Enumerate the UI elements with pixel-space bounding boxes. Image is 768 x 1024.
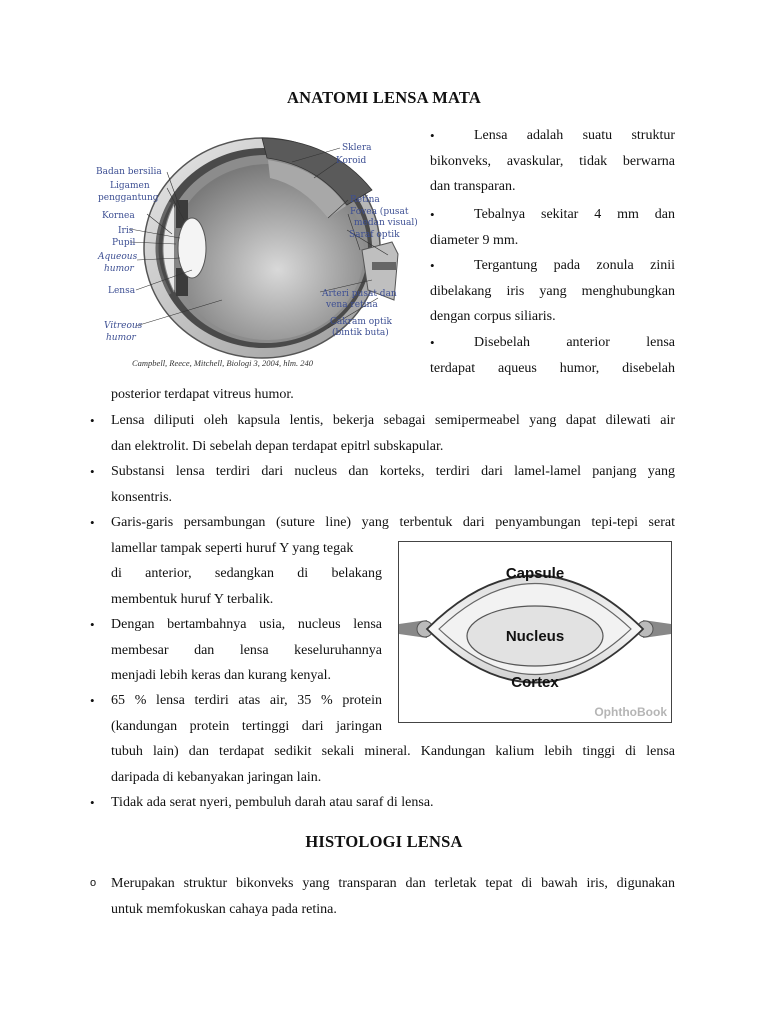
bullet-usia: Dengan bertambahnya usia, nucleus lensa membesar dan lensa keseluruhannya menjadi lebih keras dan kurang kenyal. — [111, 617, 382, 683]
bullet-serat-nyeri: Tidak ada serat nyeri, pembuluh darah atau saraf di lensa. — [111, 795, 434, 810]
label-fovea: Fovea (pusat — [350, 207, 409, 217]
label-medan-visual: medan visual) — [354, 218, 418, 228]
nucleus-label: Nucleus — [505, 628, 565, 645]
bullet-top-1: Lensa adalah suatu struktur bikonveks, avaskular, tidak berwarna dan transparan. — [430, 128, 675, 194]
figure-caption: Campbell, Reece, Mitchell, Biologi 3, 2004, hlm. 240 — [132, 358, 314, 368]
bullet-substansi: Substansi lensa terdiri dari nucleus dan korteks, terdiri dari lamel-lamel panjang yang konsentris. — [111, 464, 675, 505]
label-badan-bersilia: Badan bersilia — [96, 167, 162, 177]
label-vena: vena retina — [326, 300, 378, 310]
bullet-dot: • — [90, 795, 95, 810]
bullet-top-2: Tebalnya sekitar 4 mm dan diameter 9 mm. — [430, 207, 675, 248]
bullet-suture: Garis-garis persambungan (suture line) yang terbentuk dari penyambungan tepi-tepi serat lamellar tampak seperti huruf Y yang tegak di anterior, sedangkan di belakang membentuk huruf Y terbalik. — [111, 515, 675, 607]
label-pupil: Pupil — [112, 238, 136, 248]
label-arteri: Arteri pusat dan — [322, 289, 397, 299]
label-humor-2: humor — [106, 333, 136, 343]
bullet-top-4-continuation: posterior terdapat vitreus humor. — [111, 387, 294, 402]
label-saraf-optik: Saraf optik — [349, 230, 400, 240]
bullet-top-3: Tergantung pada zonula zinii dibelakang iris yang menghubungkan dengan corpus siliaris. — [430, 258, 675, 324]
capsule-label: Capsule — [505, 565, 565, 582]
bullet-kapsula: Lensa diliputi oleh kapsula lentis, bekerja sebagai semipermeabel yang dapat dilewati air dan elektrolit. Di sebelah depan terdapat epitrl subskapular. — [111, 413, 675, 454]
page-title: ANATOMI LENSA MATA — [287, 88, 481, 107]
bullet-dot: • — [430, 335, 435, 350]
bullet-dot: • — [90, 693, 95, 708]
label-ligamen: Ligamen — [110, 181, 150, 191]
histology-bullet: Merupakan struktur bikonveks yang transparan dan terletak tepat di bawah iris, digunakan untuk memfokuskan cahaya pada retina. — [111, 876, 675, 917]
bullet-dot: • — [90, 617, 95, 632]
label-iris: Iris — [118, 226, 134, 236]
circle-bullet-icon: o — [90, 877, 97, 889]
label-humor-1: humor — [104, 264, 134, 274]
lens-diagram — [398, 541, 672, 723]
label-aqueous: Aqueous — [98, 252, 138, 262]
label-lensa: Lensa — [108, 286, 136, 296]
label-cakram: Cakram optik — [330, 317, 392, 327]
bullet-top-4: Disebelah anterior lensa terdapat aqueus humor, disebelah — [430, 335, 675, 376]
bullet-dot: • — [430, 128, 435, 143]
lens-svg — [399, 542, 671, 722]
label-penggantung: penggantung — [98, 193, 159, 203]
label-sklera: Sklera — [342, 143, 372, 153]
bullet-dot: • — [90, 464, 95, 479]
eye-anatomy-figure — [92, 130, 422, 372]
label-bintik-buta: (bintik buta) — [332, 328, 389, 338]
bullet-dot: • — [90, 515, 95, 530]
label-koroid: Koroid — [336, 156, 367, 166]
label-vitreous: Vitreous — [104, 321, 143, 331]
bullet-dot: • — [430, 207, 435, 222]
label-kornea: Kornea — [102, 211, 135, 221]
ophthobook-watermark: OphthoBook — [594, 705, 667, 719]
bullet-dot: • — [430, 258, 435, 273]
section-heading-histologi: HISTOLOGI LENSA — [305, 832, 463, 851]
bullet-dot: • — [90, 413, 95, 428]
label-retina: Retina — [350, 195, 380, 205]
cortex-label: Cortex — [511, 674, 559, 691]
bullet-air-protein: 65 % lensa terdiri atas air, 35 % protein (kandungan protein tertinggi dari jaringan tubuh lain) dan terdapat sedikit sekali mineral. Kandungan kalium lebih tinggi di lensa daripada di kebanyakan jaringan lain. — [111, 693, 675, 785]
